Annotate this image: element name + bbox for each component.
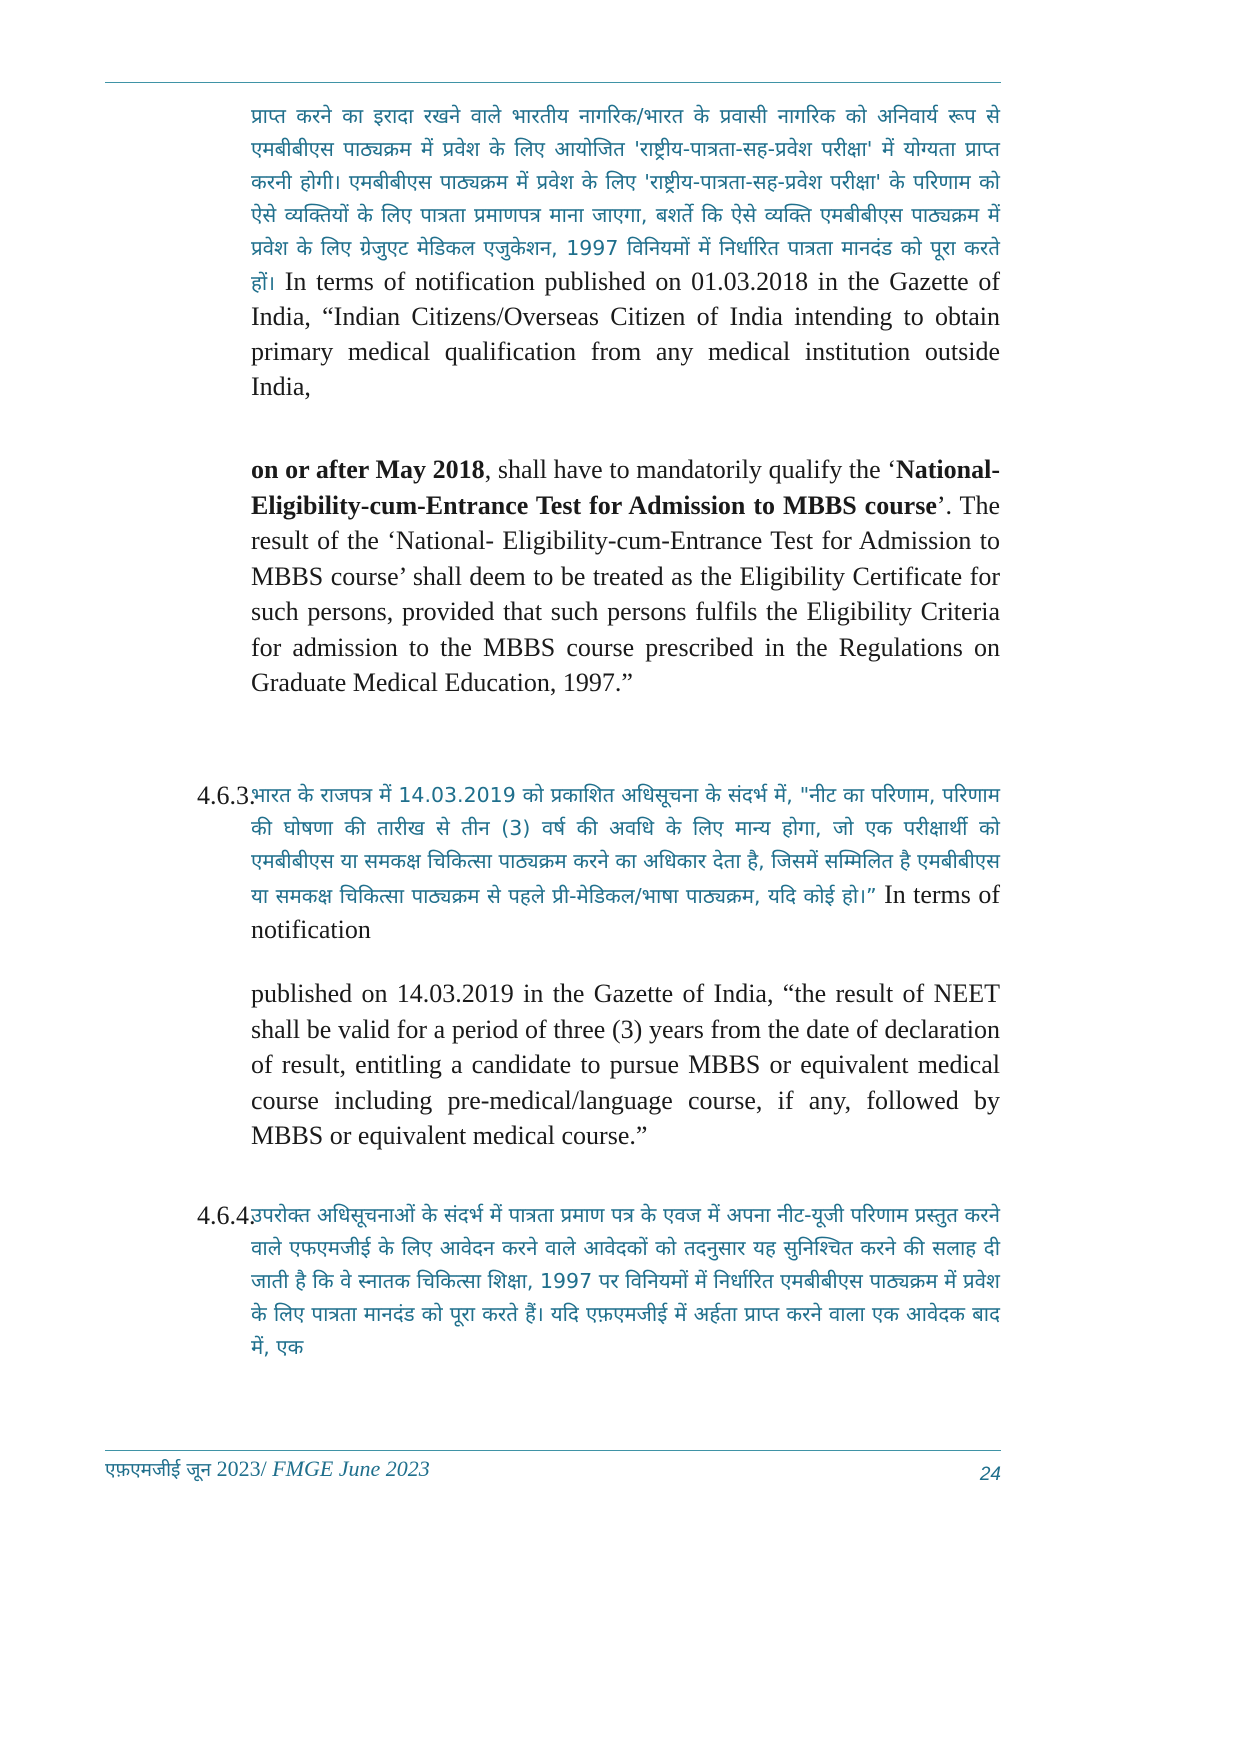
- header-rule: [105, 82, 1001, 83]
- english-paragraph-4-6-3: published on 14.03.2019 in the Gazette of India, “the result of NEET shall be valid for a period of three (3) years from the date of declaration of result, entitling a candidate to pursue MBBS or equivalent medical course including pre-medical/language course, if any, followed by MBBS or equivalent medical course.”: [251, 979, 1000, 1150]
- footer-title-hindi: एफ़एमजीई जून: [105, 1459, 212, 1481]
- page-number: 24: [979, 1464, 1001, 1485]
- footer-title-english: FMGE June 2023: [272, 1456, 430, 1481]
- hindi-paragraph-1: प्राप्त करने का इरादा रखने वाले भारतीय नागरिक/भारत के प्रवासी नागरिक को अनिवार्य रूप से एमबीबीएस पाठ्यक्रम में प्रवेश के लिए आयोजित 'राष्ट्रीय-पात्रता-सह-प्रवेश परीक्षा' में योग्यता प्राप्त करनी होगी। एमबीबीएस पाठ्यक्रम में प्रवेश के लिए 'राष्ट्रीय-पात्रता-सह-प्रवेश परीक्षा' के परिणाम को ऐसे व्यक्तियों के लिए पात्रता प्रमाणपत्र माना जाएगा, बशर्ते कि ऐसे व्यक्ति एमबीबीएस पाठ्यक्रम में प्रवेश के लिए ग्रेजुएट मेडिकल एजुकेशन, 1997 विनियमों में निर्धारित पात्रता मानदंड को पूरा करते हों। In terms of notification published on 01.03.2018 in the Gazette of India, “Indian Citizens/Overseas Citizen of India intending to obtain primary medical qualification from any medical institution outside India,: [251, 104, 1000, 401]
- hindi-paragraph-4-6-3: भारत के राजपत्र में 14.03.2019 को प्रकाशित अधिसूचना के संदर्भ में, "नीट का परिणाम, परिणाम की घोषणा की तारीख से तीन (3) वर्ष की अवधि के लिए मान्य होगा, जो एक परीक्षार्थी को एमबीबीएस या समकक्ष चिकित्सा पाठ्यक्रम करने का अधिकार देता है, जिसमें सम्मिलित है एमबीबीएस या समकक्ष चिकित्सा पाठ्यक्रम से पहले प्री-मेडिकल/भाषा पाठ्यक्रम, यदि कोई हो।” In terms of notification: [251, 783, 1000, 944]
- footer-title: एफ़एमजीई जून 2023/ FMGE June 2023: [105, 1456, 430, 1481]
- english-paragraph-1-start: In terms of notification published on 01.03.2018 in the Gazette of India, “Indian Citizens/Overseas Citizen of India intending to obtain primary medical qualification from any medical institution outside India,: [251, 267, 1000, 401]
- section-4-6-4: [251, 1199, 1000, 1364]
- section-number-4-6-4: 4.6.4.: [197, 1201, 256, 1230]
- hindi-paragraph-4-6-4: उपरोक्त अधिसूचनाओं के संदर्भ में पात्रता प्रमाण पत्र के एवज में अपना नीट-यूजी परिणाम प्रस्तुत करने वाले एफएमजीई के लिए आवेदन करने वाले आवेदकों को तदनुसार यह सुनिश्चित करने की सलाह दी जाती है कि वे स्नातक चिकित्सा शिक्षा, 1997 पर विनियमों में निर्धारित एमबीबीएस पाठ्यक्रम में प्रवेश के लिए पात्रता मानदंड को पूरा करते हैं। यदि एफ़एमजीई में अर्हता प्राप्त करने वाला एक आवेदक बाद में, एक: [251, 1203, 1000, 1359]
- footer-rule: [105, 1450, 1001, 1451]
- bold-date-phrase: on or after May 2018: [251, 455, 485, 484]
- bold-test-name: National-Eligibility-cum-Entrance Test for Admission to MBBS course: [251, 455, 1000, 520]
- english-paragraph-1: on or after May 2018, shall have to mandatorily qualify the ‘National-Eligibility-cum-Entrance Test for Admission to MBBS course’. The result of the ‘National- Eligibility-cum-Entrance Test for Admission to MBBS course’ shall deem to be treated as the Eligibility Certificate for such persons, provided that such persons fulfils the Eligibility Criteria for admission to the MBBS course prescribed in the Regulations on Graduate Medical Education, 1997.”: [251, 455, 1000, 697]
- section-4-6-3: [251, 779, 1000, 948]
- section-number-4-6-3: 4.6.3.: [197, 781, 256, 810]
- paragraph-continuation: [251, 100, 1000, 405]
